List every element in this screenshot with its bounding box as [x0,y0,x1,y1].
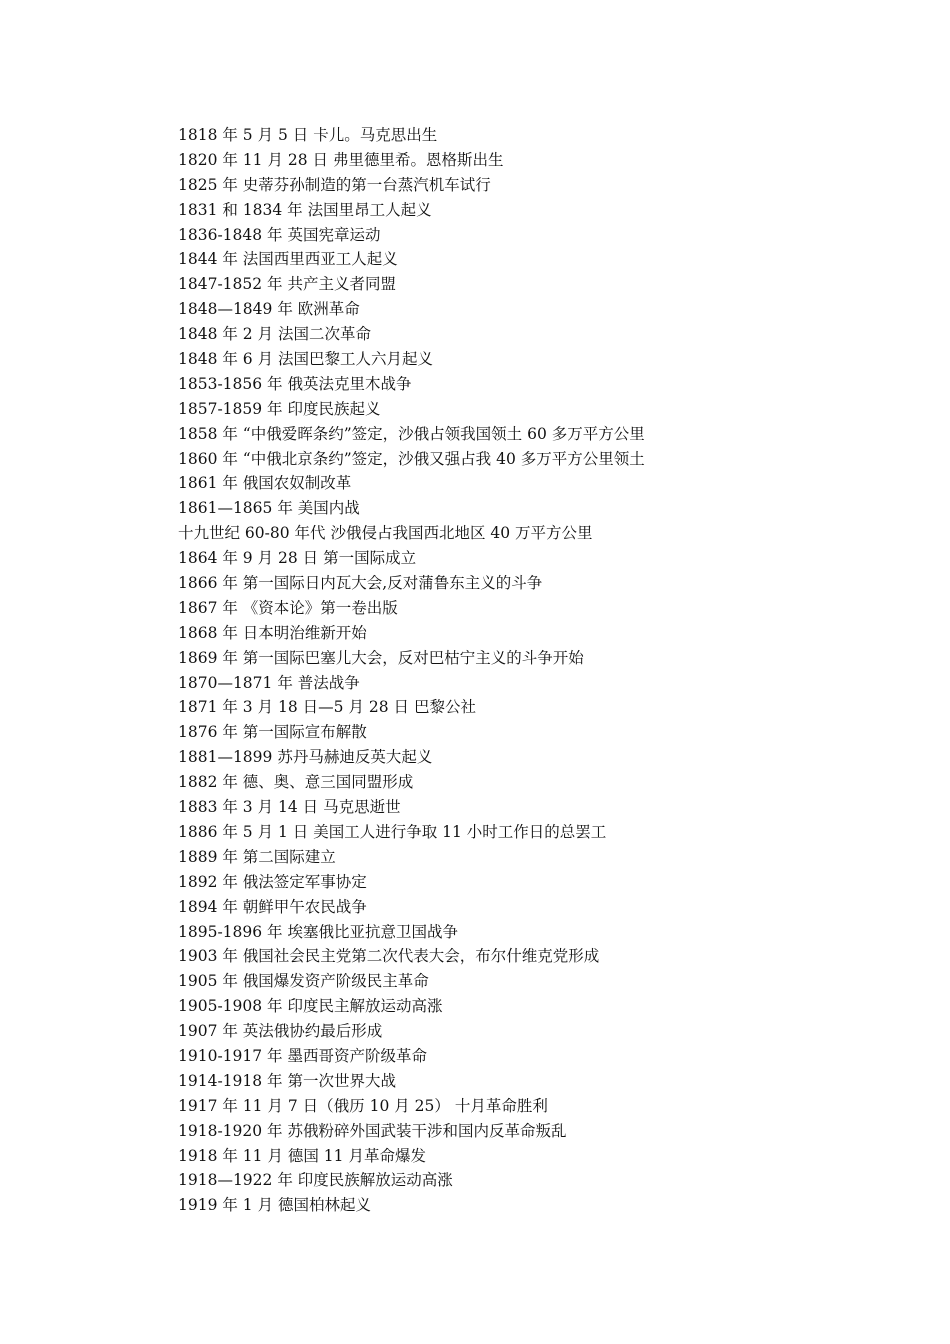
timeline-entry: 1907 年 英法俄协约最后形成 [178,1022,383,1041]
timeline-entry: 1905-1908 年 印度民主解放运动高涨 [178,997,443,1016]
timeline-entry: 1886 年 5 月 1 日 美国工人进行争取 11 小时工作日的总罢工 [178,822,607,841]
timeline-entry: 1918-1920 年 苏俄粉碎外国武装干涉和国内反革命叛乱 [178,1121,567,1140]
timeline-entry: 1860 年 “中俄北京条约”签定，沙俄又强占我 40 多万平方公里领土 [178,449,645,468]
timeline-entry: 1848—1849 年 欧洲革命 [178,300,360,319]
timeline-entry: 1818 年 5 月 5 日 卡儿。马克思出生 [178,126,438,144]
timeline-entry: 1847-1852 年 共产主义者同盟 [178,275,396,294]
timeline-entry: 1919 年 1 月 德国柏林起义 [178,1196,372,1215]
timeline-entry: 1825 年 史蒂芬孙制造的第一台蒸汽机车试行 [178,175,491,194]
timeline-entry: 1836-1848 年 英国宪章运动 [178,225,381,244]
timeline-entry: 1889 年 第二国际建立 [178,847,336,866]
timeline-entry: 1866 年 第一国际日内瓦大会,反对蒲鲁东主义的斗争 [178,574,543,593]
timeline-entry: 1848 年 6 月 法国巴黎工人六月起义 [178,350,434,369]
timeline-entry: 1820 年 11 月 28 日 弗里德里希。恩格斯出生 [178,150,504,169]
timeline-entry: 1910-1917 年 墨西哥资产阶级革命 [178,1046,427,1065]
timeline-entry: 1905 年 俄国爆发资产阶级民主革命 [178,972,429,991]
timeline-entry: 1844 年 法国西里西亚工人起义 [178,250,398,269]
timeline-entry: 1894 年 朝鲜甲午农民战争 [178,897,367,916]
timeline-entry: 1868 年 日本明治维新开始 [178,623,367,642]
timeline-entry: 十九世纪 60-80 年代 沙俄侵占我国西北地区 40 万平方公里 [178,524,593,543]
timeline-entry: 1858 年 “中俄爱晖条约”签定，沙俄占领我国领土 60 多万平方公里 [178,424,645,443]
timeline-entry: 1831 和 1834 年 法国里昂工人起义 [178,200,432,219]
timeline-entry: 1869 年 第一国际巴塞儿大会，反对巴枯宁主义的斗争开始 [178,648,584,667]
timeline-entry: 1853-1856 年 俄英法克里木战争 [178,374,412,393]
timeline-entry: 1895-1896 年 埃塞俄比亚抗意卫国战争 [178,922,458,941]
timeline-entry: 1914-1918 年 第一次世界大战 [178,1071,396,1090]
timeline-entry: 1871 年 3 月 18 日—5 月 28 日 巴黎公社 [178,698,476,717]
timeline-entry: 1918—1922 年 印度民族解放运动高涨 [178,1171,453,1190]
timeline-list [178,123,878,1218]
timeline-entry: 1861—1865 年 美国内战 [178,499,360,518]
timeline-entry: 1903 年 俄国社会民主党第二次代表大会，布尔什维克党形成 [178,947,600,966]
timeline-entry: 1883 年 3 月 14 日 马克思逝世 [178,798,401,817]
timeline-entry: 1861 年 俄国农奴制改革 [178,474,352,493]
timeline-entry: 1882 年 德、奥、意三国同盟形成 [178,773,414,792]
timeline-entry: 1917 年 11 月 7 日（俄历 10 月 25） 十月革命胜利 [178,1096,548,1115]
timeline-entry: 1881—1899 苏丹马赫迪反英大起义 [178,748,433,767]
timeline-entry: 1876 年 第一国际宣布解散 [178,723,367,742]
timeline-entry: 1857-1859 年 印度民族起义 [178,399,381,418]
timeline-entry: 1918 年 11 月 德国 11 月革命爆发 [178,1146,426,1165]
timeline-entry: 1892 年 俄法签定军事协定 [178,872,367,891]
timeline-entry: 1864 年 9 月 28 日 第一国际成立 [178,549,417,568]
timeline-entry: 1848 年 2 月 法国二次革命 [178,325,372,344]
timeline-entry: 1870—1871 年 普法战争 [178,673,360,692]
timeline-entry: 1867 年 《资本论》第一卷出版 [178,598,398,617]
